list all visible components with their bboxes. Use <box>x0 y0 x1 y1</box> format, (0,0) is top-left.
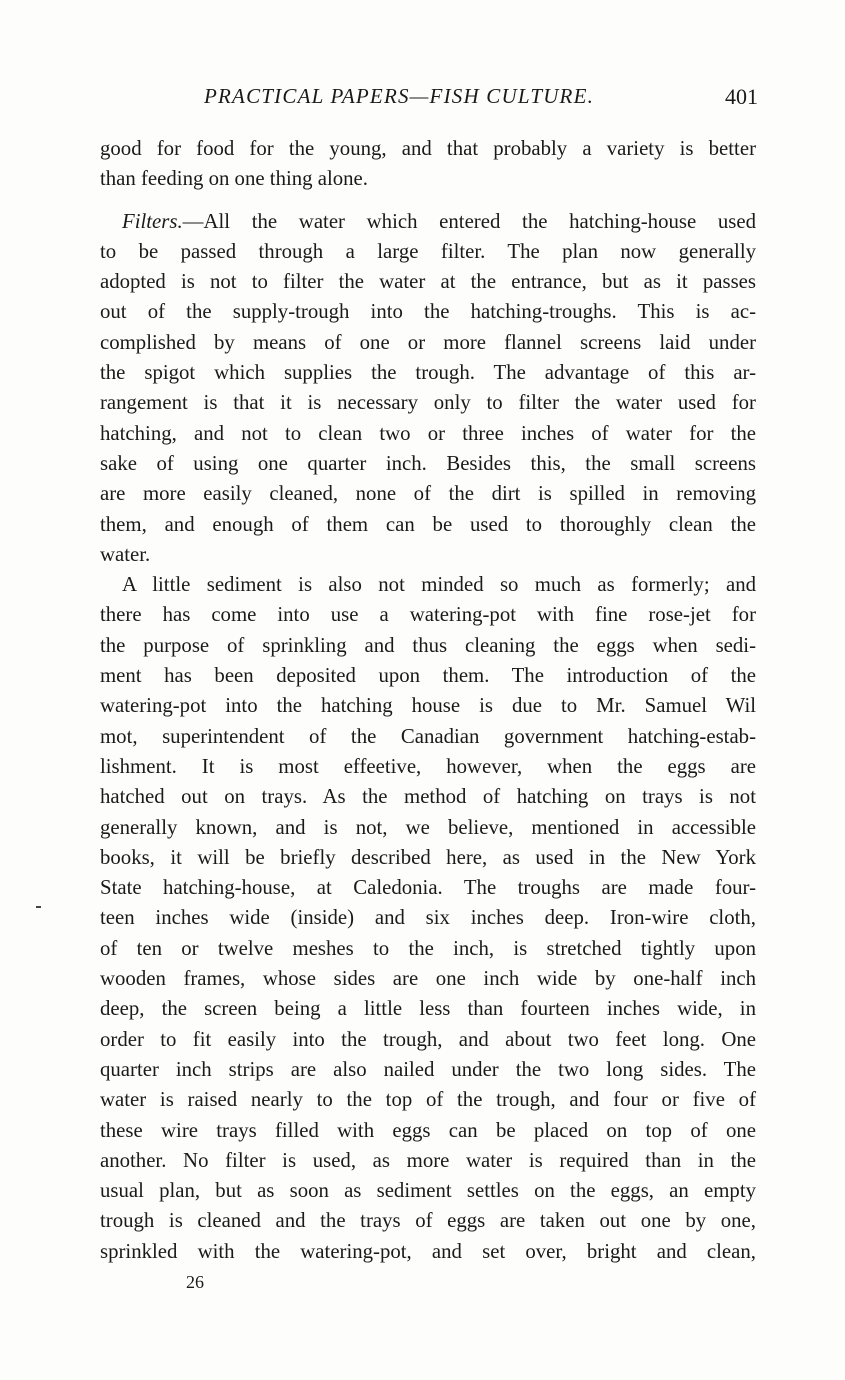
text-line: hatched out on trays. As the method of hatching on trays is not <box>100 785 756 809</box>
text-line: A little sediment is also not minded so much as formerly; and <box>122 573 756 597</box>
paragraph-3 <box>100 570 756 1267</box>
text-line: trough is cleaned and the trays of eggs are taken out one by one, <box>100 1209 756 1233</box>
print-speck <box>36 906 41 908</box>
text-line: lishment. It is most effeetive, however, when the eggs are <box>100 754 756 778</box>
text-line: these wire trays filled with eggs can be placed on top of one <box>100 1118 756 1142</box>
text-line: mot, superintendent of the Canadian government hatching-estab- <box>100 724 756 748</box>
text-line: adopted is not to filter the water at the entrance, but as it passes <box>100 270 756 294</box>
text-line: the spigot which supplies the trough. The advantage of this ar- <box>100 361 756 385</box>
text-line: to be passed through a large filter. The plan now generally <box>100 239 756 263</box>
text-line: the purpose of sprinkling and thus cleaning the eggs when sedi- <box>100 633 756 657</box>
filters-first-line: —All the water which entered the hatching-house used <box>182 209 756 233</box>
signature-mark: 26 <box>186 1272 204 1292</box>
text-line: rangement is that it is necessary only to filter the water used for <box>100 391 756 415</box>
text-line: books, it will be briefly described here, as used in the New York <box>100 845 756 869</box>
text-line: wooden frames, whose sides are one inch wide by one-half inch <box>100 967 756 991</box>
text-line: than feeding on one thing alone. <box>100 167 368 191</box>
text-line: quarter inch strips are also nailed under the two long sides. The <box>100 1057 756 1081</box>
text-line: out of the supply-trough into the hatching-troughs. This is ac- <box>100 300 756 324</box>
body-text <box>100 134 756 1267</box>
text-line: water. <box>100 542 151 566</box>
text-line: there has come into use a watering-pot with fine rose-jet for <box>100 603 756 627</box>
text-line <box>100 207 756 237</box>
text-line: usual plan, but as soon as sediment settles on the eggs, an empty <box>100 1179 756 1203</box>
page-number: 401 <box>725 84 758 109</box>
text-line: are more easily cleaned, none of the dirt is spilled in removing <box>100 482 756 506</box>
text-line: complished by means of one or more flannel screens laid under <box>100 330 756 354</box>
text-line: another. No filter is used, as more water is required than in the <box>100 1148 756 1172</box>
text-line: of ten or twelve meshes to the inch, is stretched tightly upon <box>100 936 756 960</box>
text-line: deep, the screen being a little less than fourteen inches wide, in <box>100 997 756 1021</box>
text-line: water is raised nearly to the top of the trough, and four or five of <box>100 1088 756 1112</box>
text-line: sake of using one quarter inch. Besides this, the small screens <box>100 451 756 475</box>
text-line: order to fit easily into the trough, and about two feet long. One <box>100 1027 756 1051</box>
text-line: hatching, and not to clean two or three inches of water for the <box>100 421 756 445</box>
text-line: good for food for the young, and that probably a variety is better <box>100 137 756 160</box>
text-line: teen inches wide (inside) and six inches deep. Iron-wire cloth, <box>100 906 756 930</box>
text-line: ment has been deposited upon them. The introduction of the <box>100 664 756 688</box>
text-line: sprinkled with the watering-pot, and set over, bright and clean, <box>100 1239 756 1263</box>
text-line: watering-pot into the hatching house is due to Mr. Samuel Wil <box>100 694 756 718</box>
paragraph-1 <box>100 134 756 195</box>
text-line: generally known, and is not, we believe, mentioned in accessible <box>100 815 756 839</box>
text-line: them, and enough of them can be used to thoroughly clean the <box>100 512 756 536</box>
filters-label: Filters. <box>122 209 183 233</box>
paragraph-filters <box>100 207 756 571</box>
text-line: State hatching-house, at Caledonia. The troughs are made four- <box>100 876 756 900</box>
page-header <box>100 84 758 114</box>
running-head: PRACTICAL PAPERS—FISH CULTURE. <box>204 84 595 108</box>
